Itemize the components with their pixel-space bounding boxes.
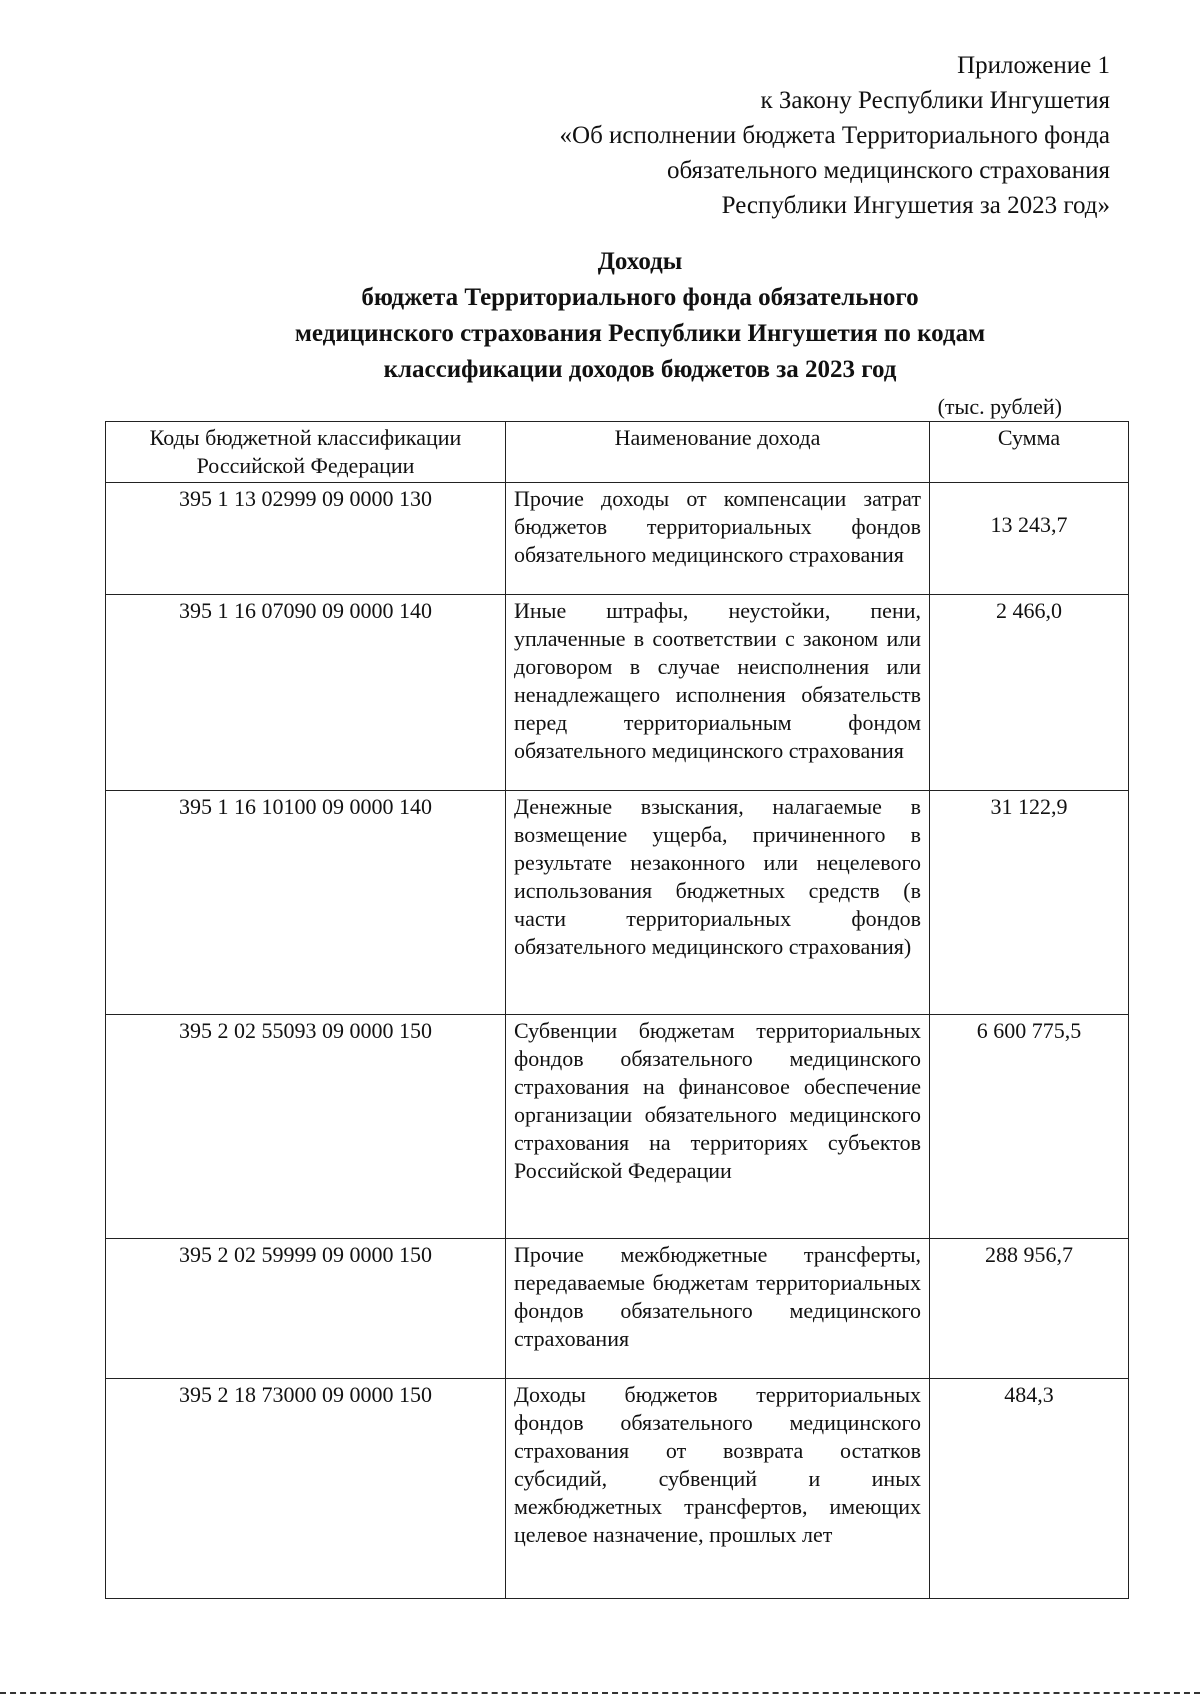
table-header-row	[106, 422, 1129, 483]
title-line: классификации доходов бюджетов за 2023 год	[383, 356, 897, 383]
row-code: 395 1 16 10100 09 0000 140	[106, 791, 506, 1015]
appendix-line: Республики Ингушетия за 2023 год»	[721, 192, 1110, 219]
row-name: Прочие доходы от компенсации затрат бюджетов территориальных фондов обязательного медицинского страхования	[506, 483, 930, 595]
table-row	[106, 1239, 1129, 1379]
row-code: 395 2 02 55093 09 0000 150	[106, 1015, 506, 1239]
income-table	[105, 421, 1129, 1599]
title-line: Доходы	[597, 248, 683, 275]
table-row	[106, 1379, 1129, 1599]
table-row	[106, 791, 1129, 1015]
row-sum: 13 243,7	[930, 483, 1129, 595]
row-sum: 31 122,9	[930, 791, 1129, 1015]
row-name: Денежные взыскания, налагаемые в возмещение ущерба, причиненного в результате незаконного или нецелевого использования бюджетных средств (в части территориальных фондов обязательного медицинского страхования)	[506, 791, 930, 1015]
row-name: Прочие межбюджетные трансферты, передаваемые бюджетам территориальных фондов обязательного медицинского страхования	[506, 1239, 930, 1379]
units-label: (тыс. рублей)	[937, 394, 1062, 419]
header-code: Коды бюджетной классификации Российской Федерации	[106, 422, 506, 483]
appendix-line: «Об исполнении бюджета Территориального фонда	[559, 122, 1110, 149]
row-name: Иные штрафы, неустойки, пени, уплаченные в соответствии с законом или договором в случае неисполнения или ненадлежащего исполнения обязательств перед территориальным фондом обязательного медицинского страхования	[506, 595, 930, 791]
appendix-line: обязательного медицинского страхования	[666, 157, 1110, 184]
table-row	[106, 483, 1129, 595]
row-name: Субвенции бюджетам территориальных фондов обязательного медицинского страхования на финансовое обеспечение организации обязательного медицинского страхования на территориях субъектов Российской Федерации	[506, 1015, 930, 1239]
document-title	[0, 244, 1200, 388]
row-sum: 2 466,0	[930, 595, 1129, 791]
row-name: Доходы бюджетов территориальных фондов обязательного медицинского страхования от возврата остатков субсидий, субвенций и иных межбюджетных трансфертов, имеющих целевое назначение, прошлых лет	[506, 1379, 930, 1599]
row-code: 395 2 02 59999 09 0000 150	[106, 1239, 506, 1379]
scan-edge-divider	[0, 1692, 1200, 1697]
row-code: 395 1 16 07090 09 0000 140	[106, 595, 506, 791]
appendix-line: Приложение 1	[957, 52, 1110, 79]
appendix-line: к Закону Республики Ингушетия	[760, 87, 1110, 114]
row-sum: 484,3	[930, 1379, 1129, 1599]
title-line: бюджета Территориального фонда обязательного	[361, 284, 919, 311]
header-name: Наименование дохода	[506, 422, 930, 483]
row-code: 395 1 13 02999 09 0000 130	[106, 483, 506, 595]
header-sum: Сумма	[930, 422, 1129, 483]
title-line: медицинского страхования Республики Ингушетия по кодам	[294, 320, 986, 347]
row-sum: 6 600 775,5	[930, 1015, 1129, 1239]
row-code: 395 2 18 73000 09 0000 150	[106, 1379, 506, 1599]
table-row	[106, 595, 1129, 791]
appendix-header	[560, 48, 1110, 223]
table-row	[106, 1015, 1129, 1239]
row-sum: 288 956,7	[930, 1239, 1129, 1379]
